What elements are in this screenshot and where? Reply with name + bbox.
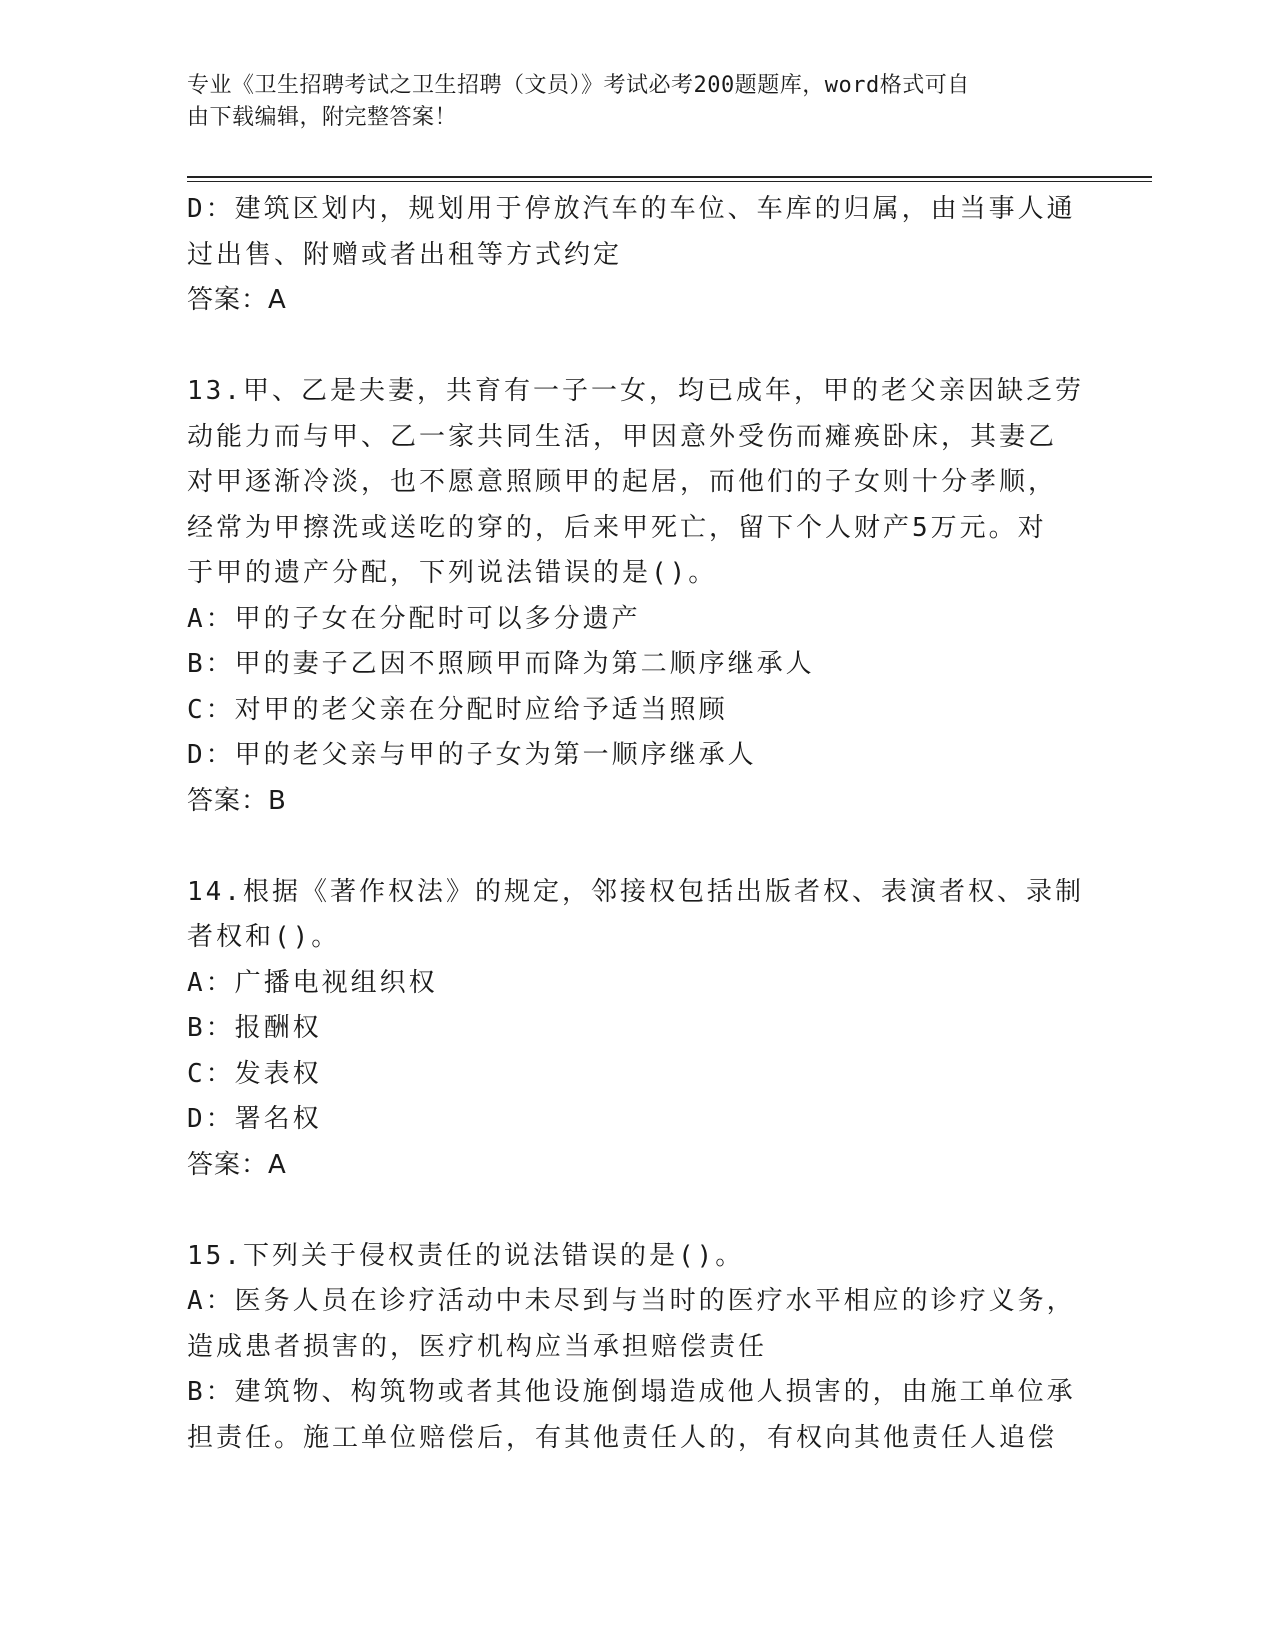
header-divider-thin — [187, 181, 1152, 182]
option-a-line-2: 造成患者损害的，医疗机构应当承担赔偿责任 — [187, 1331, 768, 1362]
question-15 — [187, 1234, 1076, 1462]
question-stem-line: 者权和()。 — [187, 922, 341, 952]
document-body — [187, 187, 1084, 1461]
question-stem-line: 14.根据《著作权法》的规定，邻接权包括出版者权、表演者权、录制 — [187, 876, 1084, 907]
option-b: B：报酬权 — [187, 1013, 322, 1043]
option-d-line-1: D：建筑区划内，规划用于停放汽车的车位、车库的归属，由当事人通 — [187, 194, 1076, 224]
spacer — [187, 324, 1067, 370]
header-title-line-2: 由下载编辑，附完整答案！ — [187, 105, 458, 130]
question-stem-line: 于甲的遗产分配，下列说法错误的是()。 — [187, 558, 718, 588]
option-d: D：甲的老父亲与甲的子女为第一顺序继承人 — [187, 740, 757, 770]
question-stem-line: 13.甲、乙是夫妻，共育有一子一女，均已成年，甲的老父亲因缺乏劳 — [187, 376, 1084, 406]
header-divider — [187, 176, 1152, 178]
option-a-line-1: A：医务人员在诊疗活动中未尽到与当时的医疗水平相应的诊疗义务， — [187, 1286, 1076, 1316]
page-header — [187, 70, 1067, 134]
answer-line: 答案：A — [187, 285, 287, 315]
question-14 — [187, 870, 1084, 1189]
option-b: B：甲的妻子乙因不照顾甲而降为第二顺序继承人 — [187, 649, 815, 679]
answer-line: 答案：B — [187, 785, 287, 816]
answer-line: 答案：A — [187, 1149, 287, 1180]
question-13 — [187, 369, 1084, 824]
option-d-line-2: 过出售、附赠或者出租等方式约定 — [187, 239, 623, 270]
option-c: C：对甲的老父亲在分配时应给予适当照顾 — [187, 694, 728, 725]
option-a: A：广播电视组织权 — [187, 967, 438, 998]
option-d: D：署名权 — [187, 1104, 322, 1134]
option-b-line-1: B：建筑物、构筑物或者其他设施倒塌造成他人损害的，由施工单位承 — [187, 1377, 1076, 1407]
question-stem-line: 动能力而与甲、乙一家共同生活，甲因意外受伤而瘫痪卧床，其妻乙 — [187, 421, 1058, 452]
question-stem-line: 对甲逐渐冷淡，也不愿意照顾甲的起居，而他们的子女则十分孝顺， — [187, 467, 1058, 497]
spacer — [187, 824, 1067, 870]
question-stem-line: 经常为甲擦洗或送吃的穿的，后来甲死亡，留下个人财产5万元。对 — [187, 512, 1047, 543]
spacer — [187, 1188, 1067, 1234]
option-a: A：甲的子女在分配时可以多分遗产 — [187, 603, 641, 634]
question-stem-line: 15.下列关于侵权责任的说法错误的是()。 — [187, 1240, 745, 1271]
option-c: C：发表权 — [187, 1058, 322, 1089]
question-12-tail — [187, 187, 1076, 324]
option-b-line-2: 担责任。施工单位赔偿后，有其他责任人的，有权向其他责任人追偿 — [187, 1422, 1058, 1453]
header-title-line-1: 专业《卫生招聘考试之卫生招聘（文员）》考试必考200题题库，word格式可自 — [187, 73, 970, 98]
